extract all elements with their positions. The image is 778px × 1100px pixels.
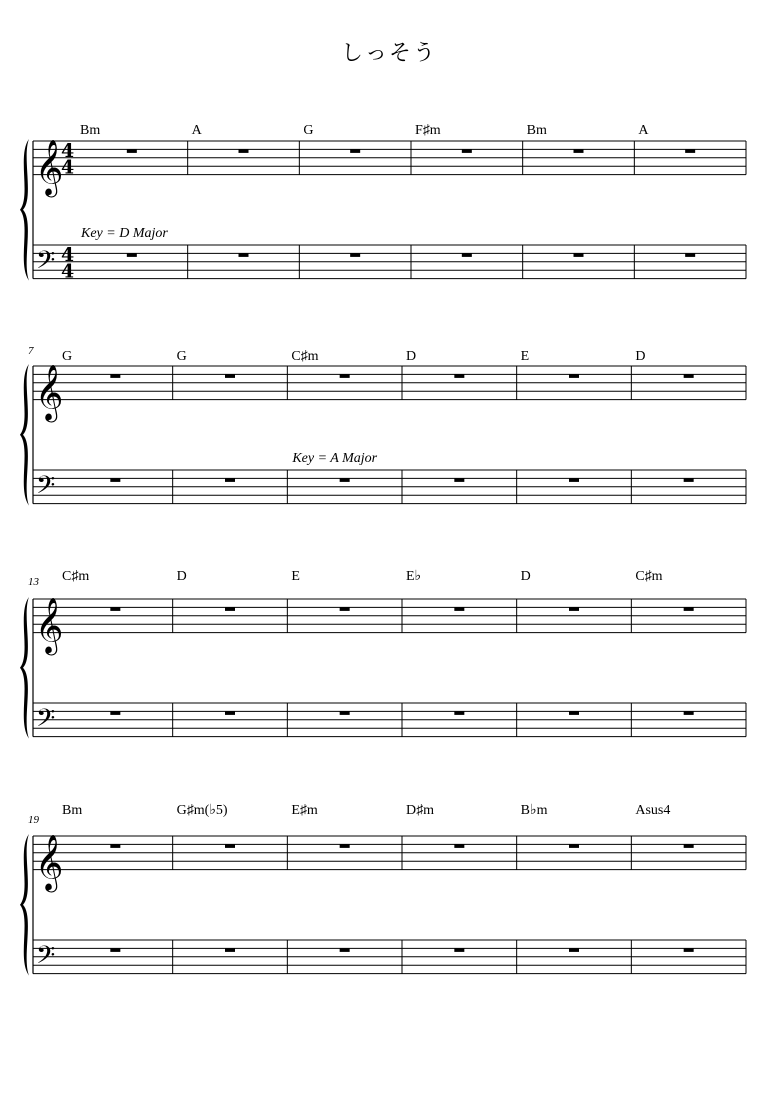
whole-rest (574, 253, 584, 257)
whole-rest (340, 711, 350, 715)
whole-rest (110, 374, 120, 378)
whole-rest (127, 253, 137, 257)
chord-symbol: E♭ (406, 569, 422, 584)
chord-symbol: D (406, 349, 417, 364)
chord-symbol: G (176, 349, 187, 364)
whole-rest (225, 711, 235, 715)
whole-rest (684, 948, 694, 952)
whole-rest (225, 948, 235, 952)
chord-symbol: C♯m (291, 349, 319, 364)
chord-symbol: Bm (62, 803, 83, 818)
whole-rest (225, 374, 235, 378)
chord-symbol: D (176, 569, 187, 584)
whole-rest (127, 149, 137, 153)
chord-symbol: G♯m(♭5) (176, 803, 228, 818)
whole-rest (569, 478, 579, 482)
whole-rest (454, 374, 464, 378)
chord-symbol: Bm (80, 123, 101, 138)
time-signature-denominator: 4 (61, 260, 75, 283)
treble-clef-icon: 𝄞 (35, 597, 64, 654)
music-system (20, 569, 746, 739)
time-signature-numerator: 4 (61, 243, 75, 266)
whole-rest (574, 149, 584, 153)
whole-rest (110, 607, 120, 611)
whole-rest (340, 948, 350, 952)
brace (20, 834, 29, 976)
whole-rest (225, 478, 235, 482)
whole-rest (685, 253, 695, 257)
key-change-text: Key = A Major (292, 451, 378, 466)
measure-number: 19 (28, 814, 39, 826)
whole-rest (225, 607, 235, 611)
chord-symbol: C♯m (635, 569, 663, 584)
whole-rest (684, 844, 694, 848)
time-signature-numerator: 4 (61, 139, 75, 162)
bass-clef-icon: 𝄢 (36, 704, 56, 740)
whole-rest (462, 253, 472, 257)
brace (20, 364, 29, 506)
whole-rest (684, 478, 694, 482)
whole-rest (110, 948, 120, 952)
whole-rest (569, 844, 579, 848)
whole-rest (350, 149, 360, 153)
whole-rest (684, 607, 694, 611)
chord-symbol: Asus4 (635, 803, 671, 818)
chord-symbol: G (62, 349, 73, 364)
whole-rest (340, 844, 350, 848)
chord-symbol: E (291, 569, 300, 584)
whole-rest (239, 149, 249, 153)
whole-rest (454, 607, 464, 611)
whole-rest (569, 711, 579, 715)
whole-rest (569, 374, 579, 378)
chord-symbol: D♯m (406, 803, 434, 818)
whole-rest (569, 948, 579, 952)
bass-clef-icon: 𝄢 (36, 471, 56, 507)
time-signature-denominator: 4 (61, 156, 75, 179)
whole-rest (454, 948, 464, 952)
whole-rest (340, 478, 350, 482)
whole-rest (110, 478, 120, 482)
whole-rest (340, 607, 350, 611)
chord-symbol: A (638, 123, 649, 138)
whole-rest (462, 149, 472, 153)
whole-rest (239, 253, 249, 257)
whole-rest (110, 844, 120, 848)
chord-symbol: B♭m (520, 803, 548, 818)
chord-symbol: F♯m (415, 123, 441, 138)
treble-clef-icon: 𝄞 (35, 834, 64, 891)
whole-rest (454, 844, 464, 848)
chord-symbol: D (520, 569, 531, 584)
music-system (20, 803, 746, 976)
whole-rest (110, 711, 120, 715)
whole-rest (685, 149, 695, 153)
measure-number: 7 (28, 345, 34, 357)
score-title: しっそう (340, 41, 437, 66)
brace (20, 139, 29, 281)
bass-clef-icon: 𝄢 (36, 246, 56, 282)
chord-symbol: G (303, 123, 314, 138)
chord-symbol: C♯m (62, 569, 90, 584)
measure-number: 13 (28, 576, 39, 588)
whole-rest (340, 374, 350, 378)
chord-symbol: A (191, 123, 202, 138)
chord-symbol: D (635, 349, 646, 364)
whole-rest (454, 711, 464, 715)
bass-clef-icon: 𝄢 (36, 941, 56, 977)
whole-rest (225, 844, 235, 848)
brace (20, 597, 29, 739)
music-system (20, 345, 746, 506)
whole-rest (454, 478, 464, 482)
whole-rest (684, 374, 694, 378)
whole-rest (569, 607, 579, 611)
treble-clef-icon: 𝄞 (35, 139, 64, 196)
treble-clef-icon: 𝄞 (35, 364, 64, 421)
chord-symbol: E♯m (291, 803, 318, 818)
chord-symbol: E (520, 349, 530, 364)
key-change-text: Key = D Major (81, 226, 168, 241)
whole-rest (684, 711, 694, 715)
music-system (20, 123, 746, 283)
whole-rest (350, 253, 360, 257)
chord-symbol: Bm (526, 123, 547, 138)
